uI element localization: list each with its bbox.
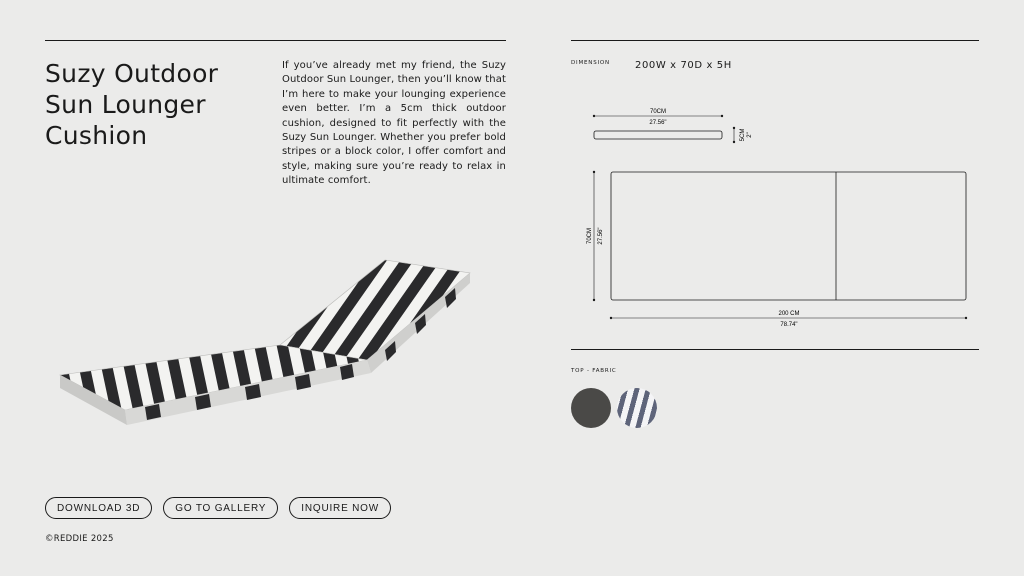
- side-profile-drawing: [593, 109, 753, 143]
- top-view-drawing: [587, 171, 967, 328]
- dimension-value: 200W x 70D x 5H: [635, 60, 732, 71]
- fabric-swatch-stripe[interactable]: [617, 388, 657, 428]
- dimension-diagram: [560, 100, 990, 340]
- title-line-2: Sun Lounger: [45, 90, 206, 119]
- download-3d-button[interactable]: DOWNLOAD 3D: [45, 497, 152, 519]
- top-length-in-label: 78.74": [780, 322, 798, 328]
- cushion-image: [55, 255, 475, 435]
- left-top-rule: [45, 40, 506, 41]
- side-height-in-label: 2": [747, 132, 753, 138]
- product-title: [45, 58, 265, 151]
- copyright-text: ©REDDIE 2025: [45, 534, 114, 544]
- fabric-label: TOP - FABRIC: [571, 368, 617, 374]
- top-length-cm-label: 200 CM: [778, 311, 800, 317]
- side-width-cm-label: 70CM: [649, 109, 667, 115]
- right-top-rule: [571, 40, 979, 41]
- dimension-label: DIMENSION: [571, 60, 610, 66]
- side-width-in-label: 27.56": [649, 120, 667, 126]
- title-line-1: Suzy Outdoor: [45, 59, 219, 88]
- fabric-swatch-solid[interactable]: [571, 388, 611, 428]
- right-middle-rule: [571, 349, 979, 350]
- top-depth-cm-label: 70CM: [587, 227, 593, 245]
- inquire-now-button[interactable]: INQUIRE NOW: [289, 497, 391, 519]
- action-buttons: [45, 497, 391, 519]
- top-depth-in-label: 27.56": [598, 227, 604, 245]
- title-line-3: Cushion: [45, 121, 148, 150]
- product-description: If you’ve already met my friend, the Suzy Outdoor Sun Lounger, then you’ll know that I’m here to make your lounging experience even better. I’m a 5cm thick outdoor cushion, designed to fit perfectly with the Suzy Sun Lounger. Whether you prefer bold stripes or a block color, I offer comfort and style, making sure you’re ready to relax in ultimate comfort.: [282, 60, 506, 187]
- go-to-gallery-button[interactable]: GO TO GALLERY: [163, 497, 278, 519]
- side-height-cm-label: 5CM: [740, 128, 746, 142]
